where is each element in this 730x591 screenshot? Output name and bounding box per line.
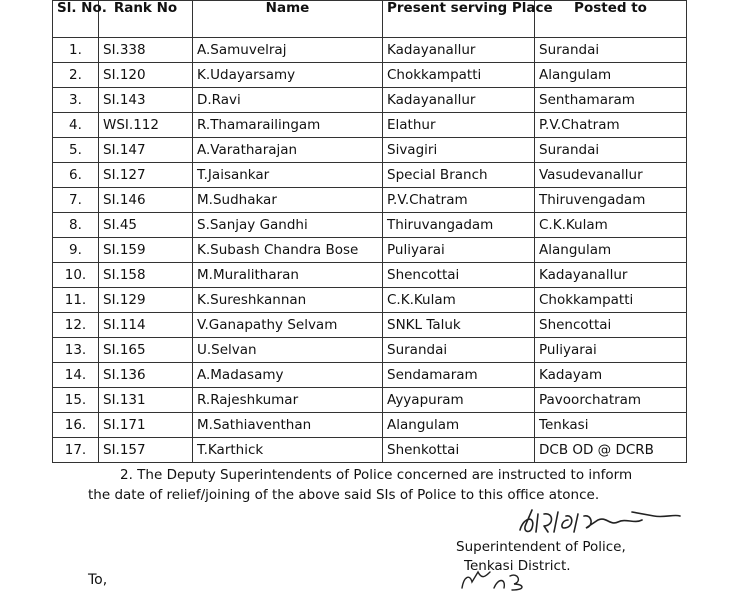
table-row — [53, 363, 687, 388]
cell-name: V.Ganapathy Selvam — [193, 313, 383, 338]
cell-rank: SI.159 — [99, 238, 193, 263]
cell-place: Sivagiri — [383, 138, 535, 163]
cell-name: K.Subash Chandra Bose — [193, 238, 383, 263]
instruction-paragraph — [52, 465, 692, 505]
cell-sl: 17. — [53, 438, 99, 463]
table-row — [53, 338, 687, 363]
cell-name: A.Madasamy — [193, 363, 383, 388]
signatory-district: Tenkasi District. — [464, 558, 571, 574]
table-row — [53, 63, 687, 88]
cell-place: Kadayanallur — [383, 38, 535, 63]
table-body — [53, 38, 687, 463]
cell-place: Kadayanallur — [383, 88, 535, 113]
cell-sl: 15. — [53, 388, 99, 413]
cell-posted: Tenkasi — [535, 413, 687, 438]
cell-place: Sendamaram — [383, 363, 535, 388]
cell-rank: SI.146 — [99, 188, 193, 213]
cell-sl: 12. — [53, 313, 99, 338]
cell-posted: C.K.Kulam — [535, 213, 687, 238]
cell-sl: 11. — [53, 288, 99, 313]
cell-rank: SI.114 — [99, 313, 193, 338]
header-rank-no: Rank No — [99, 1, 193, 38]
cell-rank: SI.147 — [99, 138, 193, 163]
cell-name: K.Sureshkannan — [193, 288, 383, 313]
to-label: To, — [88, 572, 108, 588]
cell-sl: 16. — [53, 413, 99, 438]
cell-sl: 10. — [53, 263, 99, 288]
cell-sl: 5. — [53, 138, 99, 163]
cell-rank: SI.120 — [99, 63, 193, 88]
cell-posted: Kadayam — [535, 363, 687, 388]
handwritten-initials — [452, 562, 532, 591]
table-row — [53, 113, 687, 138]
cell-place: Shencottai — [383, 263, 535, 288]
cell-name: A.Varatharajan — [193, 138, 383, 163]
paragraph-line-2: the date of relief/joining of the above said SIs of Police to this office atonce. — [88, 487, 600, 503]
cell-posted: Alangulam — [535, 63, 687, 88]
cell-name: A.Samuvelraj — [193, 38, 383, 63]
table-header-row — [53, 1, 687, 38]
table-row — [53, 238, 687, 263]
table-row — [53, 138, 687, 163]
cell-sl: 3. — [53, 88, 99, 113]
cell-sl: 6. — [53, 163, 99, 188]
table-row — [53, 163, 687, 188]
table-row — [53, 438, 687, 463]
cell-sl: 2. — [53, 63, 99, 88]
cell-posted: DCB OD @ DCRB — [535, 438, 687, 463]
paragraph-line-1: 2. The Deputy Superintendents of Police concerned are instructed to inform — [120, 467, 633, 483]
table-row — [53, 288, 687, 313]
cell-posted: Vasudevanallur — [535, 163, 687, 188]
cell-rank: SI.157 — [99, 438, 193, 463]
cell-sl: 8. — [53, 213, 99, 238]
header-name: Name — [193, 1, 383, 38]
cell-name: K.Udayarsamy — [193, 63, 383, 88]
table-row — [53, 188, 687, 213]
cell-name: R.Thamarailingam — [193, 113, 383, 138]
cell-posted: Alangulam — [535, 238, 687, 263]
cell-place: Elathur — [383, 113, 535, 138]
header-posted-to: Posted to — [535, 1, 687, 38]
cell-name: R.Rajeshkumar — [193, 388, 383, 413]
header-sl-no: Sl. No. — [53, 1, 99, 38]
cell-sl: 4. — [53, 113, 99, 138]
cell-rank: SI.171 — [99, 413, 193, 438]
cell-sl: 9. — [53, 238, 99, 263]
signatory-title: Superintendent of Police, — [456, 539, 626, 555]
cell-place: Ayyapuram — [383, 388, 535, 413]
table-row — [53, 38, 687, 63]
cell-rank: SI.129 — [99, 288, 193, 313]
cell-sl: 7. — [53, 188, 99, 213]
cell-name: T.Jaisankar — [193, 163, 383, 188]
cell-posted: Chokkampatti — [535, 288, 687, 313]
cell-name: M.Sudhakar — [193, 188, 383, 213]
cell-rank: WSI.112 — [99, 113, 193, 138]
cell-posted: Thiruvengadam — [535, 188, 687, 213]
cell-posted: Surandai — [535, 38, 687, 63]
cell-rank: SI.136 — [99, 363, 193, 388]
cell-place: P.V.Chatram — [383, 188, 535, 213]
cell-posted: Surandai — [535, 138, 687, 163]
table-row — [53, 413, 687, 438]
cell-rank: SI.158 — [99, 263, 193, 288]
cell-name: M.Muralitharan — [193, 263, 383, 288]
header-present-place: Present serving Place — [383, 1, 535, 38]
transfer-table — [52, 0, 687, 463]
cell-place: Surandai — [383, 338, 535, 363]
cell-place: Puliyarai — [383, 238, 535, 263]
cell-name: M.Sathiaventhan — [193, 413, 383, 438]
cell-posted: Puliyarai — [535, 338, 687, 363]
cell-posted: Pavoorchatram — [535, 388, 687, 413]
table-row — [53, 313, 687, 338]
cell-posted: Shencottai — [535, 313, 687, 338]
cell-sl: 1. — [53, 38, 99, 63]
cell-posted: P.V.Chatram — [535, 113, 687, 138]
cell-place: Thiruvangadam — [383, 213, 535, 238]
cell-rank: SI.127 — [99, 163, 193, 188]
cell-rank: SI.45 — [99, 213, 193, 238]
cell-name: T.Karthick — [193, 438, 383, 463]
cell-sl: 14. — [53, 363, 99, 388]
cell-place: SNKL Taluk — [383, 313, 535, 338]
cell-name: U.Selvan — [193, 338, 383, 363]
table-row — [53, 88, 687, 113]
cell-name: D.Ravi — [193, 88, 383, 113]
table-row — [53, 213, 687, 238]
cell-rank: SI.131 — [99, 388, 193, 413]
handwritten-signature — [514, 502, 684, 538]
table-row — [53, 388, 687, 413]
cell-place: Shenkottai — [383, 438, 535, 463]
cell-posted: Senthamaram — [535, 88, 687, 113]
cell-place: C.K.Kulam — [383, 288, 535, 313]
cell-sl: 13. — [53, 338, 99, 363]
table-row — [53, 263, 687, 288]
cell-rank: SI.143 — [99, 88, 193, 113]
cell-place: Special Branch — [383, 163, 535, 188]
cell-posted: Kadayanallur — [535, 263, 687, 288]
cell-place: Alangulam — [383, 413, 535, 438]
cell-place: Chokkampatti — [383, 63, 535, 88]
cell-name: S.Sanjay Gandhi — [193, 213, 383, 238]
cell-rank: SI.338 — [99, 38, 193, 63]
cell-rank: SI.165 — [99, 338, 193, 363]
